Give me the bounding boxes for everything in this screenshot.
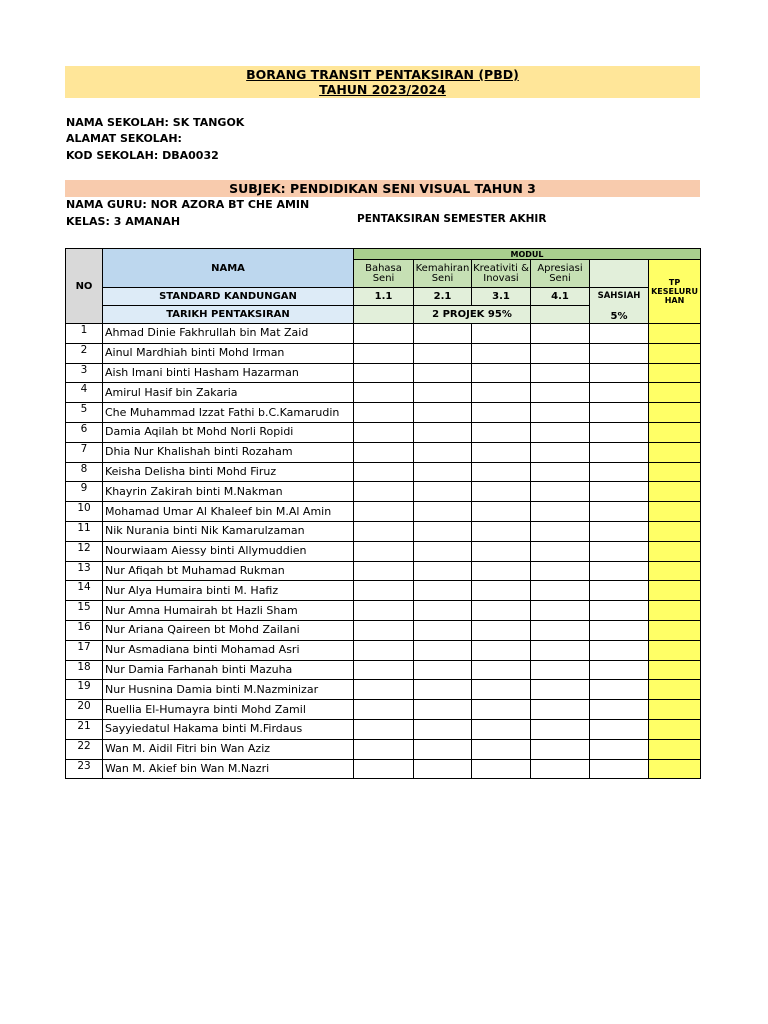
student-name: Nur Husnina Damia binti M.Nazminizar bbox=[103, 680, 354, 700]
table-row bbox=[66, 541, 701, 561]
table-row bbox=[66, 601, 701, 621]
score-kemahiran-seni bbox=[414, 660, 472, 680]
score-sahsiah bbox=[590, 442, 649, 462]
module-apresiasi-seni: Apresiasi Seni bbox=[531, 260, 590, 288]
standard-code-2: 2.1 bbox=[414, 288, 472, 306]
tp-keseluruhan-cell bbox=[649, 719, 701, 739]
score-kemahiran-seni bbox=[414, 363, 472, 383]
table-row bbox=[66, 422, 701, 442]
student-name: Mohamad Umar Al Khaleef bin M.Al Amin bbox=[103, 502, 354, 522]
score-sahsiah bbox=[590, 521, 649, 541]
score-kemahiran-seni bbox=[414, 541, 472, 561]
score-apresiasi-seni bbox=[531, 343, 590, 363]
student-name: Nur Afiqah bt Muhamad Rukman bbox=[103, 561, 354, 581]
table-row bbox=[66, 462, 701, 482]
score-kreativiti-inovasi bbox=[472, 403, 531, 423]
score-kemahiran-seni bbox=[414, 383, 472, 403]
table-row bbox=[66, 383, 701, 403]
tp-keseluruhan-cell bbox=[649, 343, 701, 363]
score-apresiasi-seni bbox=[531, 601, 590, 621]
student-name: Aish Imani binti Hasham Hazarman bbox=[103, 363, 354, 383]
module-kreativiti-inovasi: Kreativiti & Inovasi bbox=[472, 260, 531, 288]
score-bahasa-seni bbox=[354, 581, 414, 601]
student-name: Sayyiedatul Hakama binti M.Firdaus bbox=[103, 719, 354, 739]
score-apresiasi-seni bbox=[531, 680, 590, 700]
table-row bbox=[66, 324, 701, 344]
tp-keseluruhan-cell bbox=[649, 383, 701, 403]
score-bahasa-seni bbox=[354, 660, 414, 680]
student-no: 14 bbox=[66, 581, 103, 601]
score-apresiasi-seni bbox=[531, 759, 590, 779]
score-apresiasi-seni bbox=[531, 363, 590, 383]
score-bahasa-seni bbox=[354, 700, 414, 720]
score-sahsiah bbox=[590, 343, 649, 363]
score-kreativiti-inovasi bbox=[472, 343, 531, 363]
school-name: NAMA SEKOLAH: SK TANGOK bbox=[66, 116, 245, 129]
score-kemahiran-seni bbox=[414, 343, 472, 363]
score-kreativiti-inovasi bbox=[472, 601, 531, 621]
table-row bbox=[66, 719, 701, 739]
table-row bbox=[66, 502, 701, 522]
score-kreativiti-inovasi bbox=[472, 502, 531, 522]
score-kreativiti-inovasi bbox=[472, 541, 531, 561]
score-apresiasi-seni bbox=[531, 739, 590, 759]
standard-code-3: 3.1 bbox=[472, 288, 531, 306]
tp-keseluruhan-cell bbox=[649, 739, 701, 759]
assessment-table bbox=[65, 248, 701, 779]
subject-title: SUBJEK: PENDIDIKAN SENI VISUAL TAHUN 3 bbox=[65, 180, 700, 197]
student-no: 13 bbox=[66, 561, 103, 581]
score-bahasa-seni bbox=[354, 462, 414, 482]
score-apresiasi-seni bbox=[531, 719, 590, 739]
score-sahsiah bbox=[590, 640, 649, 660]
standard-kandungan-label: STANDARD KANDUNGAN bbox=[103, 288, 354, 306]
score-sahsiah bbox=[590, 759, 649, 779]
no-header: NO bbox=[66, 249, 103, 324]
teacher-name: NAMA GURU: NOR AZORA BT CHE AMIN bbox=[66, 198, 310, 211]
score-sahsiah bbox=[590, 502, 649, 522]
modul-header: MODUL bbox=[354, 249, 701, 260]
score-bahasa-seni bbox=[354, 759, 414, 779]
tp-keseluruhan-cell bbox=[649, 502, 701, 522]
score-sahsiah bbox=[590, 462, 649, 482]
tp-keseluruhan-cell bbox=[649, 363, 701, 383]
student-no: 6 bbox=[66, 422, 103, 442]
score-kemahiran-seni bbox=[414, 719, 472, 739]
student-no: 18 bbox=[66, 660, 103, 680]
score-apresiasi-seni bbox=[531, 541, 590, 561]
score-kreativiti-inovasi bbox=[472, 759, 531, 779]
score-bahasa-seni bbox=[354, 422, 414, 442]
tp-keseluruhan-header: TP KESELURU HAN bbox=[649, 260, 701, 324]
table-row bbox=[66, 482, 701, 502]
table-row bbox=[66, 660, 701, 680]
student-name: Nur Ariana Qaireen bt Mohd Zailani bbox=[103, 620, 354, 640]
student-name: Damia Aqilah bt Mohd Norli Ropidi bbox=[103, 422, 354, 442]
score-kemahiran-seni bbox=[414, 640, 472, 660]
score-bahasa-seni bbox=[354, 502, 414, 522]
score-kemahiran-seni bbox=[414, 482, 472, 502]
score-kemahiran-seni bbox=[414, 521, 472, 541]
score-apresiasi-seni bbox=[531, 502, 590, 522]
score-kemahiran-seni bbox=[414, 700, 472, 720]
score-bahasa-seni bbox=[354, 719, 414, 739]
student-no: 15 bbox=[66, 601, 103, 621]
score-kemahiran-seni bbox=[414, 561, 472, 581]
student-no: 5 bbox=[66, 403, 103, 423]
score-apresiasi-seni bbox=[531, 660, 590, 680]
class-name: KELAS: 3 AMANAH bbox=[66, 215, 181, 228]
date-cell-4 bbox=[531, 306, 590, 324]
table-row bbox=[66, 561, 701, 581]
score-kreativiti-inovasi bbox=[472, 324, 531, 344]
score-bahasa-seni bbox=[354, 324, 414, 344]
score-sahsiah bbox=[590, 739, 649, 759]
form-title-line1: BORANG TRANSIT PENTAKSIRAN (PBD) bbox=[246, 67, 519, 82]
tp-keseluruhan-cell bbox=[649, 660, 701, 680]
student-no: 8 bbox=[66, 462, 103, 482]
score-sahsiah bbox=[590, 620, 649, 640]
score-apresiasi-seni bbox=[531, 383, 590, 403]
score-kreativiti-inovasi bbox=[472, 581, 531, 601]
score-kreativiti-inovasi bbox=[472, 620, 531, 640]
score-sahsiah bbox=[590, 383, 649, 403]
score-kreativiti-inovasi bbox=[472, 739, 531, 759]
score-apresiasi-seni bbox=[531, 324, 590, 344]
form-title bbox=[65, 66, 700, 98]
score-apresiasi-seni bbox=[531, 521, 590, 541]
score-bahasa-seni bbox=[354, 482, 414, 502]
score-kreativiti-inovasi bbox=[472, 363, 531, 383]
student-name: Nourwiaam Aiessy binti Allymuddien bbox=[103, 541, 354, 561]
student-name: Ruellia El-Humayra binti Mohd Zamil bbox=[103, 700, 354, 720]
score-kemahiran-seni bbox=[414, 324, 472, 344]
tp-keseluruhan-cell bbox=[649, 324, 701, 344]
table-row bbox=[66, 363, 701, 383]
student-name: Nur Asmadiana binti Mohamad Asri bbox=[103, 640, 354, 660]
semester-label: PENTAKSIRAN SEMESTER AKHIR bbox=[357, 213, 547, 225]
score-bahasa-seni bbox=[354, 620, 414, 640]
score-kreativiti-inovasi bbox=[472, 700, 531, 720]
score-kreativiti-inovasi bbox=[472, 521, 531, 541]
score-sahsiah bbox=[590, 581, 649, 601]
score-kreativiti-inovasi bbox=[472, 442, 531, 462]
score-kreativiti-inovasi bbox=[472, 680, 531, 700]
score-kreativiti-inovasi bbox=[472, 660, 531, 680]
student-no: 7 bbox=[66, 442, 103, 462]
student-no: 23 bbox=[66, 759, 103, 779]
table-row bbox=[66, 680, 701, 700]
score-kemahiran-seni bbox=[414, 502, 472, 522]
score-bahasa-seni bbox=[354, 403, 414, 423]
score-bahasa-seni bbox=[354, 601, 414, 621]
score-bahasa-seni bbox=[354, 640, 414, 660]
student-name: Nur Amna Humairah bt Hazli Sham bbox=[103, 601, 354, 621]
score-kemahiran-seni bbox=[414, 403, 472, 423]
score-bahasa-seni bbox=[354, 561, 414, 581]
score-bahasa-seni bbox=[354, 521, 414, 541]
score-kreativiti-inovasi bbox=[472, 640, 531, 660]
student-no: 17 bbox=[66, 640, 103, 660]
tp-keseluruhan-cell bbox=[649, 680, 701, 700]
score-sahsiah bbox=[590, 541, 649, 561]
score-kemahiran-seni bbox=[414, 442, 472, 462]
tp-keseluruhan-cell bbox=[649, 700, 701, 720]
student-name: Keisha Delisha binti Mohd Firuz bbox=[103, 462, 354, 482]
score-kemahiran-seni bbox=[414, 601, 472, 621]
student-no: 11 bbox=[66, 521, 103, 541]
score-kemahiran-seni bbox=[414, 422, 472, 442]
score-kemahiran-seni bbox=[414, 739, 472, 759]
student-no: 10 bbox=[66, 502, 103, 522]
student-no: 1 bbox=[66, 324, 103, 344]
student-no: 22 bbox=[66, 739, 103, 759]
score-bahasa-seni bbox=[354, 363, 414, 383]
score-kreativiti-inovasi bbox=[472, 482, 531, 502]
standard-code-4: 4.1 bbox=[531, 288, 590, 306]
score-sahsiah bbox=[590, 719, 649, 739]
module-bahasa-seni: Bahasa Seni bbox=[354, 260, 414, 288]
name-header: NAMA bbox=[103, 249, 354, 288]
score-bahasa-seni bbox=[354, 680, 414, 700]
score-kemahiran-seni bbox=[414, 581, 472, 601]
table-row bbox=[66, 640, 701, 660]
student-no: 9 bbox=[66, 482, 103, 502]
tp-keseluruhan-cell bbox=[649, 403, 701, 423]
score-apresiasi-seni bbox=[531, 620, 590, 640]
score-sahsiah bbox=[590, 680, 649, 700]
score-bahasa-seni bbox=[354, 383, 414, 403]
date-cell-1 bbox=[354, 306, 414, 324]
score-sahsiah bbox=[590, 422, 649, 442]
score-sahsiah bbox=[590, 660, 649, 680]
student-no: 12 bbox=[66, 541, 103, 561]
tp-keseluruhan-cell bbox=[649, 521, 701, 541]
tp-keseluruhan-cell bbox=[649, 561, 701, 581]
tarikh-pentaksiran-label: TARIKH PENTAKSIRAN bbox=[103, 306, 354, 324]
school-code: KOD SEKOLAH: DBA0032 bbox=[66, 149, 219, 162]
tp-keseluruhan-cell bbox=[649, 442, 701, 462]
student-name: Wan M. Akief bin Wan M.Nazri bbox=[103, 759, 354, 779]
score-sahsiah bbox=[590, 482, 649, 502]
student-name: Nik Nurania binti Nik Kamarulzaman bbox=[103, 521, 354, 541]
projek-label: 2 PROJEK 95% bbox=[414, 306, 531, 324]
student-name: Nur Alya Humaira binti M. Hafiz bbox=[103, 581, 354, 601]
tp-keseluruhan-cell bbox=[649, 482, 701, 502]
score-apresiasi-seni bbox=[531, 640, 590, 660]
sahsiah-header: SAHSIAH 5% bbox=[590, 288, 649, 324]
student-no: 20 bbox=[66, 700, 103, 720]
table-row bbox=[66, 442, 701, 462]
table-row bbox=[66, 581, 701, 601]
score-sahsiah bbox=[590, 561, 649, 581]
score-sahsiah bbox=[590, 363, 649, 383]
form-title-line2: TAHUN 2023/2024 bbox=[319, 82, 446, 97]
student-name: Dhia Nur Khalishah binti Rozaham bbox=[103, 442, 354, 462]
score-apresiasi-seni bbox=[531, 462, 590, 482]
score-kreativiti-inovasi bbox=[472, 422, 531, 442]
score-kemahiran-seni bbox=[414, 680, 472, 700]
score-sahsiah bbox=[590, 324, 649, 344]
standard-code-1: 1.1 bbox=[354, 288, 414, 306]
score-bahasa-seni bbox=[354, 541, 414, 561]
score-apresiasi-seni bbox=[531, 422, 590, 442]
score-apresiasi-seni bbox=[531, 442, 590, 462]
score-sahsiah bbox=[590, 601, 649, 621]
student-no: 16 bbox=[66, 620, 103, 640]
table-row bbox=[66, 700, 701, 720]
score-kreativiti-inovasi bbox=[472, 383, 531, 403]
tp-keseluruhan-cell bbox=[649, 422, 701, 442]
student-name: Nur Damia Farhanah binti Mazuha bbox=[103, 660, 354, 680]
table-row bbox=[66, 521, 701, 541]
student-name: Khayrin Zakirah binti M.Nakman bbox=[103, 482, 354, 502]
tp-keseluruhan-cell bbox=[649, 462, 701, 482]
score-kreativiti-inovasi bbox=[472, 561, 531, 581]
student-name: Wan M. Aidil Fitri bin Wan Aziz bbox=[103, 739, 354, 759]
student-name: Che Muhammad Izzat Fathi b.C.Kamarudin bbox=[103, 403, 354, 423]
score-apresiasi-seni bbox=[531, 403, 590, 423]
student-no: 3 bbox=[66, 363, 103, 383]
tp-keseluruhan-cell bbox=[649, 620, 701, 640]
table-row bbox=[66, 403, 701, 423]
score-apresiasi-seni bbox=[531, 700, 590, 720]
student-name: Ahmad Dinie Fakhrullah bin Mat Zaid bbox=[103, 324, 354, 344]
score-bahasa-seni bbox=[354, 442, 414, 462]
student-name: Ainul Mardhiah binti Mohd Irman bbox=[103, 343, 354, 363]
school-address: ALAMAT SEKOLAH: bbox=[66, 132, 182, 145]
table-row bbox=[66, 739, 701, 759]
score-kemahiran-seni bbox=[414, 462, 472, 482]
score-apresiasi-seni bbox=[531, 482, 590, 502]
score-bahasa-seni bbox=[354, 343, 414, 363]
module-kemahiran-seni: Kemahiran Seni bbox=[414, 260, 472, 288]
score-sahsiah bbox=[590, 403, 649, 423]
tp-keseluruhan-cell bbox=[649, 541, 701, 561]
student-no: 2 bbox=[66, 343, 103, 363]
table-row bbox=[66, 620, 701, 640]
table-row bbox=[66, 343, 701, 363]
score-kreativiti-inovasi bbox=[472, 462, 531, 482]
student-no: 21 bbox=[66, 719, 103, 739]
table-row bbox=[66, 759, 701, 779]
student-name: Amirul Hasif bin Zakaria bbox=[103, 383, 354, 403]
student-no: 4 bbox=[66, 383, 103, 403]
score-sahsiah bbox=[590, 700, 649, 720]
blank-header-cell bbox=[590, 260, 649, 288]
tp-keseluruhan-cell bbox=[649, 640, 701, 660]
student-no: 19 bbox=[66, 680, 103, 700]
score-kreativiti-inovasi bbox=[472, 719, 531, 739]
tp-keseluruhan-cell bbox=[649, 601, 701, 621]
score-apresiasi-seni bbox=[531, 581, 590, 601]
tp-keseluruhan-cell bbox=[649, 581, 701, 601]
score-kemahiran-seni bbox=[414, 620, 472, 640]
score-bahasa-seni bbox=[354, 739, 414, 759]
score-kemahiran-seni bbox=[414, 759, 472, 779]
tp-keseluruhan-cell bbox=[649, 759, 701, 779]
score-apresiasi-seni bbox=[531, 561, 590, 581]
